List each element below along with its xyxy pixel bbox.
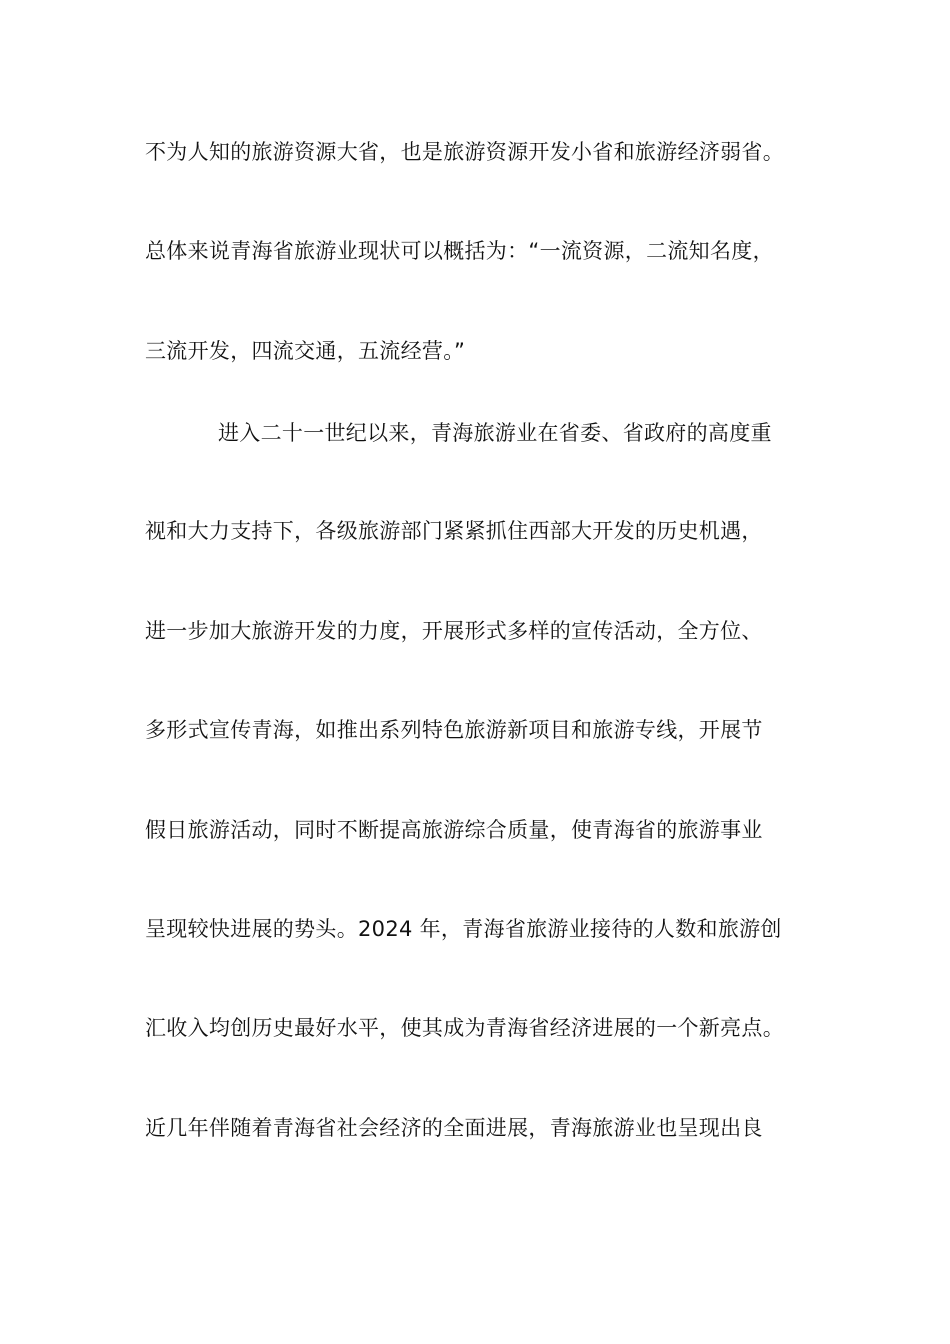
paragraph-first-line: 进入二十一世纪以来，青海旅游业在省委、省政府的高度重: [218, 421, 772, 445]
text-line: 不为人知的旅游资源大省，也是旅游资源开发小省和旅游经济弱省。: [145, 140, 784, 164]
text-line: 总体来说青海省旅游业现状可以概括为：“一流资源，二流知名度，: [145, 239, 774, 263]
text-line: 多形式宣传青海，如推出系列特色旅游新项目和旅游专线，开展节: [145, 718, 763, 742]
text-line: 进一步加大旅游开发的力度，开展形式多样的宣传活动，全方位、: [145, 619, 763, 643]
text-line: 汇收入均创历史最好水平，使其成为青海省经济进展的一个新亮点。: [145, 1016, 784, 1040]
text-line: 视和大力支持下，各级旅游部门紧紧抓住西部大开发的历史机遇，: [145, 519, 763, 543]
text-line: 三流开发，四流交通，五流经营。”: [145, 339, 466, 363]
text-line: 近几年伴随着青海省社会经济的全面进展，青海旅游业也呈现出良: [145, 1116, 763, 1140]
text-line: 呈现较快进展的势头。2024 年，青海省旅游业接待的人数和旅游创: [145, 917, 782, 941]
text-line: 假日旅游活动，同时不断提高旅游综合质量，使青海省的旅游事业: [145, 818, 763, 842]
